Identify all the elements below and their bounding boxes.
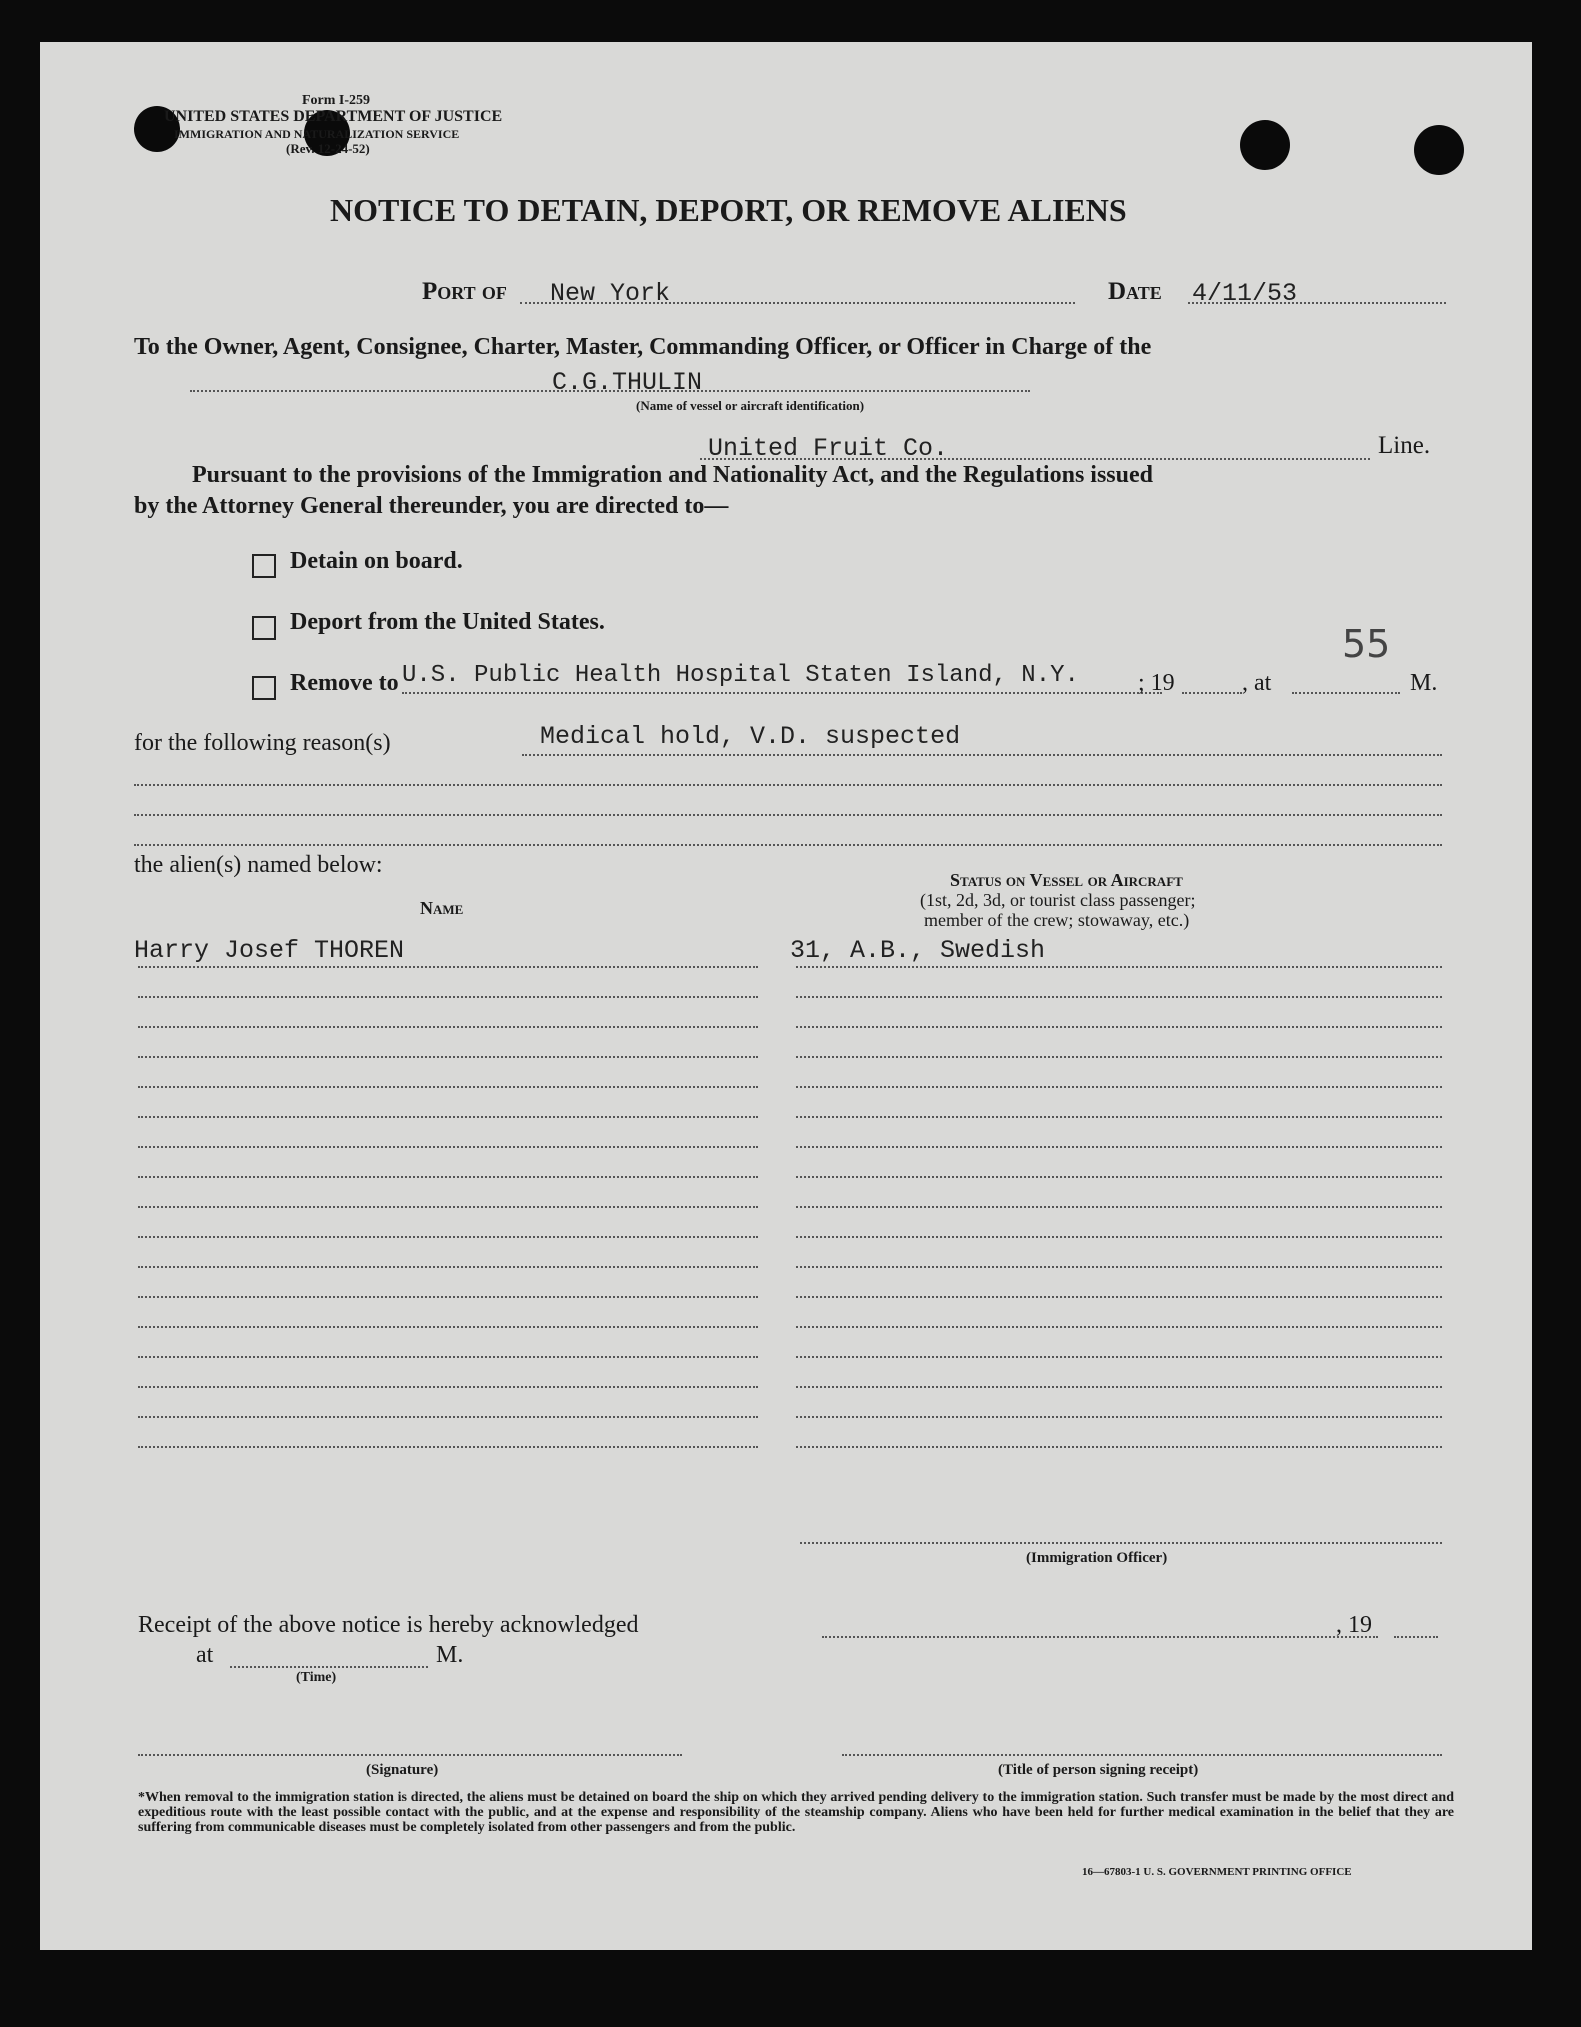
remove-label: Remove to xyxy=(290,670,399,696)
vessel-caption: (Name of vessel or aircraft identification) xyxy=(636,398,865,413)
reason-value: Medical hold, V.D. suspected xyxy=(540,722,961,751)
signature-line xyxy=(138,1754,682,1756)
pursuant-line-1: Pursuant to the provisions of the Immigration and Nationality Act, and the Regulations issued xyxy=(192,462,1153,488)
receipt-text: Receipt of the above notice is hereby acknowledged xyxy=(138,1612,639,1638)
department-name: UNITED STATES DEPARTMENT OF JUSTICE xyxy=(164,108,503,125)
time-caption: (Time) xyxy=(296,1670,337,1685)
status-column-subheader-1: (1st, 2d, 3d, or tourist class passenger; xyxy=(920,890,1196,910)
punch-hole-right-1 xyxy=(1240,120,1290,170)
status-column-subheader-2: member of the crew; stowaway, etc.) xyxy=(924,910,1190,930)
aliens-label: the alien(s) named below: xyxy=(134,852,383,878)
deport-label: Deport from the United States. xyxy=(290,609,605,635)
date-value: 4/11/53 xyxy=(1192,279,1298,308)
title-caption: (Title of person signing receipt) xyxy=(998,1762,1199,1778)
officer-signature-line xyxy=(800,1542,1442,1544)
footnote: *When removal to the immigration station is directed, the aliens must be detained on board the ship on which they arrived pending delivery to the immigration station. Such transfer must be made by the most direct and expeditious route with the least possible contact with the public, and at the expense and responsibility of the steamship company. Aliens who have been held for further medical examination in the belief that they are suffering from communicable diseases must be completely isolated from other passengers and from the public. xyxy=(138,1790,1454,1835)
remove-checkbox[interactable] xyxy=(252,676,276,700)
receipt-at: at xyxy=(196,1642,214,1668)
receipt-year: , 19 xyxy=(1336,1612,1372,1638)
form-page xyxy=(40,42,1532,1950)
detain-label: Detain on board. xyxy=(290,548,463,574)
line-company: United Fruit Co. xyxy=(708,434,949,463)
vessel-name: C.G.THULIN xyxy=(552,368,703,397)
alien-status: 31, A.B., Swedish xyxy=(790,936,1046,965)
deport-checkbox[interactable] xyxy=(252,616,276,640)
punch-hole-right-2 xyxy=(1414,125,1464,175)
port-label: Port of xyxy=(422,278,507,305)
status-column-header: Status on Vessel or Aircraft xyxy=(950,870,1183,890)
line-label: Line. xyxy=(1378,432,1431,459)
detain-checkbox[interactable] xyxy=(252,554,276,578)
name-column-header: Name xyxy=(420,898,464,918)
handwritten-note: 55 xyxy=(1342,622,1391,666)
signature-caption: (Signature) xyxy=(366,1762,439,1778)
addressee-line: To the Owner, Agent, Consignee, Charter, Master, Commanding Officer, or Officer in Charge of the xyxy=(134,334,1152,360)
remove-m-label: M. xyxy=(1410,670,1438,696)
remove-year-label: ; 19 xyxy=(1138,670,1175,696)
remove-destination: U.S. Public Health Hospital Staten Island, N.Y. xyxy=(402,662,1079,689)
reason-label: for the following reason(s) xyxy=(134,730,391,756)
receipt-m: M. xyxy=(436,1642,464,1668)
remove-at-label: , at xyxy=(1242,670,1272,696)
alien-name: Harry Josef THOREN xyxy=(134,936,405,965)
title-line xyxy=(842,1754,1442,1756)
form-number: Form I-259 xyxy=(302,93,371,108)
revision-date: (Rev. 12-24-52) xyxy=(286,141,370,156)
date-label: Date xyxy=(1108,278,1162,305)
port-value: New York xyxy=(550,279,671,308)
pursuant-line-2: by the Attorney General thereunder, you are directed to— xyxy=(134,493,729,519)
service-name: IMMIGRATION AND NATURALIZATION SERVICE xyxy=(174,127,460,141)
officer-caption: (Immigration Officer) xyxy=(1026,1550,1168,1566)
printer-line: 16—67803-1 U. S. GOVERNMENT PRINTING OFFICE xyxy=(1082,1866,1352,1878)
page-title: NOTICE TO DETAIN, DEPORT, OR REMOVE ALIENS xyxy=(330,192,1127,228)
